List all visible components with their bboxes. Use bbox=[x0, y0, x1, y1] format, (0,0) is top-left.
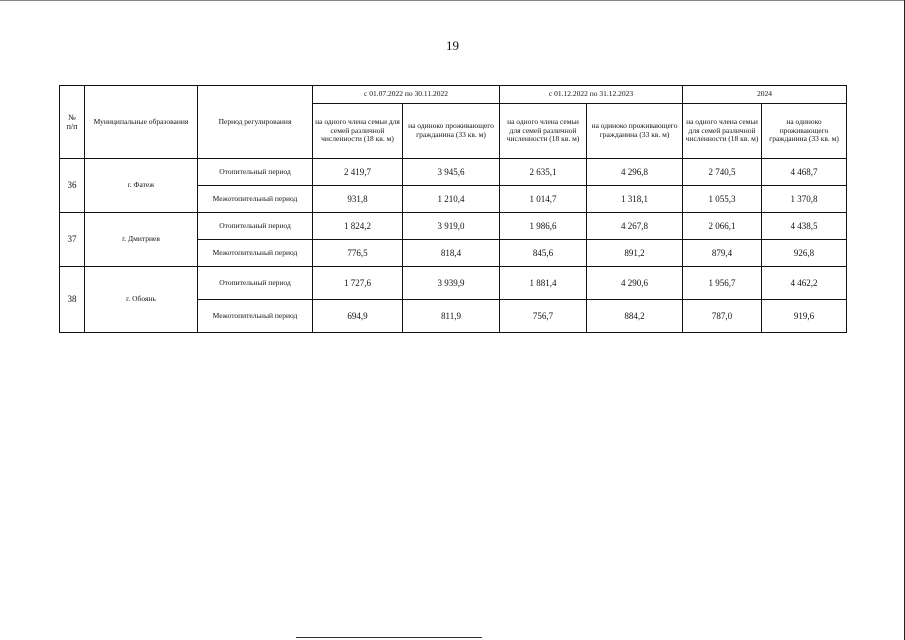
value-cell: 4 267,8 bbox=[587, 213, 683, 240]
value-cell: 2 066,1 bbox=[683, 213, 762, 240]
period-label: Отопительный период bbox=[198, 267, 313, 300]
value-cell: 3 919,0 bbox=[403, 213, 500, 240]
value-cell: 2 419,7 bbox=[313, 159, 403, 186]
value-cell: 1 014,7 bbox=[500, 186, 587, 213]
municipality-name: г. Фатеж bbox=[85, 159, 198, 213]
footer-line bbox=[296, 637, 482, 638]
tariff-table bbox=[59, 85, 847, 333]
value-cell: 4 290,6 bbox=[587, 267, 683, 300]
header-row-periods bbox=[60, 86, 847, 104]
value-cell: 694,9 bbox=[313, 300, 403, 333]
header-range-2: с 01.12.2022 по 31.12.2023 bbox=[500, 86, 683, 104]
value-cell: 891,2 bbox=[587, 240, 683, 267]
row-number: 37 bbox=[60, 213, 85, 267]
value-cell: 4 438,5 bbox=[762, 213, 847, 240]
table-row bbox=[60, 159, 847, 186]
value-cell: 1 210,4 bbox=[403, 186, 500, 213]
value-cell: 1 370,8 bbox=[762, 186, 847, 213]
value-cell: 3 945,6 bbox=[403, 159, 500, 186]
row-number: 36 bbox=[60, 159, 85, 213]
header-single-1: на одиноко проживающего гражданина (33 кв. м) bbox=[403, 104, 500, 159]
page-number: 19 bbox=[446, 38, 459, 53]
table-row bbox=[60, 213, 847, 240]
value-cell: 845,6 bbox=[500, 240, 587, 267]
value-cell: 884,2 bbox=[587, 300, 683, 333]
row-number: 38 bbox=[60, 267, 85, 333]
value-cell: 1 318,1 bbox=[587, 186, 683, 213]
value-cell: 2 635,1 bbox=[500, 159, 587, 186]
value-cell: 926,8 bbox=[762, 240, 847, 267]
municipality-name: г. Дмитриев bbox=[85, 213, 198, 267]
header-num-text: № п/п bbox=[66, 112, 78, 131]
value-cell: 787,0 bbox=[683, 300, 762, 333]
value-cell: 4 462,2 bbox=[762, 267, 847, 300]
value-cell: 879,4 bbox=[683, 240, 762, 267]
header-range-1: с 01.07.2022 по 30.11.2022 bbox=[313, 86, 500, 104]
value-cell: 4 296,8 bbox=[587, 159, 683, 186]
table-row bbox=[60, 267, 847, 300]
value-cell: 756,7 bbox=[500, 300, 587, 333]
header-num bbox=[60, 86, 85, 159]
value-cell: 931,8 bbox=[313, 186, 403, 213]
value-cell: 2 740,5 bbox=[683, 159, 762, 186]
municipality-name: г. Обоянь bbox=[85, 267, 198, 333]
value-cell: 4 468,7 bbox=[762, 159, 847, 186]
header-range-3: 2024 bbox=[683, 86, 847, 104]
value-cell: 1 055,3 bbox=[683, 186, 762, 213]
header-period: Период регулирования bbox=[198, 86, 313, 159]
header-family-1: на одного члена семьи для семей различной численности (18 кв. м) bbox=[313, 104, 403, 159]
scan-top-edge bbox=[0, 0, 905, 1]
period-label: Отопительный период bbox=[198, 213, 313, 240]
value-cell: 776,5 bbox=[313, 240, 403, 267]
period-label: Межотопительный период bbox=[198, 240, 313, 267]
period-label: Отопительный период bbox=[198, 159, 313, 186]
value-cell: 1 956,7 bbox=[683, 267, 762, 300]
value-cell: 811,9 bbox=[403, 300, 500, 333]
value-cell: 3 939,9 bbox=[403, 267, 500, 300]
header-single-2: на одиноко проживающего гражданина (33 кв. м) bbox=[587, 104, 683, 159]
value-cell: 1 727,6 bbox=[313, 267, 403, 300]
header-family-2: на одного члена семьи для семей различной численности (18 кв. м) bbox=[500, 104, 587, 159]
value-cell: 818,4 bbox=[403, 240, 500, 267]
period-label: Межотопительный период bbox=[198, 186, 313, 213]
value-cell: 919,6 bbox=[762, 300, 847, 333]
header-family-3: на одного члена семьи для семей различной численности (18 кв. м) bbox=[683, 104, 762, 159]
value-cell: 1 824,2 bbox=[313, 213, 403, 240]
value-cell: 1 881,4 bbox=[500, 267, 587, 300]
header-single-3: на одиноко проживающего гражданина (33 кв. м) bbox=[762, 104, 847, 159]
header-municipality: Муниципальные образования bbox=[85, 86, 198, 159]
value-cell: 1 986,6 bbox=[500, 213, 587, 240]
period-label: Межотопительный период bbox=[198, 300, 313, 333]
